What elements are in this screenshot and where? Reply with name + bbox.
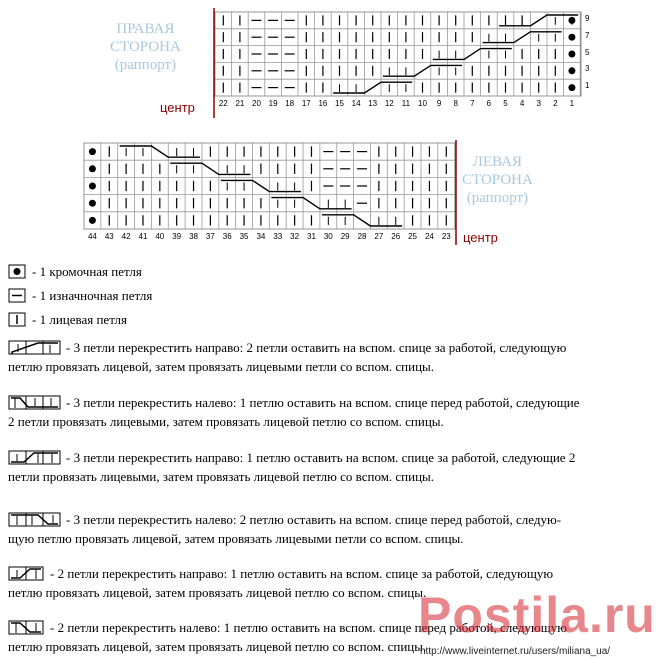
bottom-column-number: 35 [239,232,249,241]
top-center-label: центр [160,100,195,115]
cable-cross-mark [221,180,301,191]
top-side-title [110,20,181,74]
legend-cross-right-1-1-line2: петлю провязать лицевой, затем провязать лицевой петлю со вспом. спицы. [8,585,427,601]
bottom-column-number: 44 [87,232,97,241]
legend-cross-right-1-1-line1: - 2 петли перекрестить направо: 1 петлю оставить на вспом. спице за работой, следующую [50,566,554,582]
bottom-side-title-line3: (раппорт) [466,190,529,206]
top-row-number: 7 [585,30,590,40]
legend-cross-right-2-1-line1: - 3 петли перекрестить направо: 2 петли оставить на вспом. спице за работой, следующую [66,340,567,356]
bottom-column-number: 37 [205,232,215,241]
legend-cross-right-1-2-line1: - 3 петли перекрестить направо: 1 петлю оставить на вспом. спице за работой, следующие 2 [66,450,576,466]
top-column-number: 18 [285,99,295,108]
bottom-column-number: 43 [104,232,114,241]
top-chart-grid [215,12,581,96]
bottom-column-number: 29 [340,232,350,241]
bottom-column-number: 41 [138,232,148,241]
cross-right-1-2-symbol-icon [8,450,62,466]
bottom-column-number: 23 [441,232,451,241]
top-column-number: 7 [470,99,475,108]
top-column-number: 15 [335,99,344,108]
cable-cross-mark [499,15,578,26]
top-column-number: 12 [384,99,394,108]
bottom-side-title [462,153,533,207]
bottom-column-number: 40 [155,232,165,241]
legend-edge-stitch-text: - 1 кромочная петля [32,264,142,280]
top-column-number: 8 [453,99,458,108]
bottom-column-number: 42 [121,232,131,241]
top-column-number: 9 [436,99,442,108]
top-column-number: 11 [401,99,411,108]
bottom-side-title-line2: СТОРОНА [462,172,533,188]
watermark-url: http://www.liveinternet.ru/users/miliana_ua/ [420,646,611,657]
cross-left-1-1-symbol-icon [8,620,46,636]
top-side-title-line3: (раппорт) [114,57,177,73]
top-side-title-line2: СТОРОНА [110,39,181,55]
legend-edge-stitch [8,262,648,281]
bottom-column-number: 27 [374,232,384,241]
edge-stitch-mark [89,200,96,207]
top-column-number: 3 [536,99,541,108]
bottom-column-number: 24 [424,232,434,241]
top-column-number: 4 [519,99,525,108]
bottom-column-number: 31 [307,232,316,241]
cable-cross-mark [120,146,200,157]
top-column-number: 20 [252,99,261,108]
cable-cross-mark [271,198,351,209]
legend-purl [8,286,648,305]
bottom-chart-grid [84,143,455,229]
legend-cross-left-2-1-line1: - 3 петли перекрестить налево: 2 петлю оставить на вспом. спице перед работой, следую- [66,512,562,528]
edge-stitch-mark [568,34,575,41]
edge-stitch-mark [89,165,96,172]
top-row-number: 1 [585,81,590,91]
cable-cross-mark [383,65,462,76]
edge-stitch-mark [89,217,96,224]
legend-purl-text: - 1 изначночная петля [32,288,153,304]
cross-left-2-1-symbol-icon [8,512,62,528]
top-row-number: 9 [585,14,590,23]
top-column-number: 17 [301,99,311,108]
top-row-number: 3 [585,64,590,74]
top-column-number: 19 [268,99,278,108]
edge-stitch-mark [568,67,575,74]
bottom-center-label: центр [463,230,498,245]
legend-cross-left-1-2 [8,393,648,431]
knit-symbol-icon [8,312,28,328]
top-column-number: 1 [569,99,575,108]
bottom-side-title-line1: ЛЕВАЯ [472,154,523,170]
legend-cross-left-1-2-line2: 2 петли провязать лицевыми, затем провязать лицевой петлю со вспом. спицы. [8,414,444,430]
top-row-number: 5 [585,47,590,57]
top-side-title-line1: ПРАВАЯ [116,21,175,37]
legend-cross-right-1-2-line2: петли провязать лицевыми, затем провязать лицевой петлю со вспом. спицы. [8,469,435,485]
legend-knit [8,310,648,329]
edge-stitch-mark [89,148,96,155]
legend-cross-right-2-1 [8,338,648,376]
legend-cross-left-1-1-line1: - 2 петли перекрестить налево: 1 петлю оставить на вспом. спице перед работой, следующую [50,620,567,636]
cable-cross-mark [433,49,512,60]
top-column-number: 16 [318,99,328,108]
top-column-number: 22 [218,99,228,108]
bottom-column-number: 36 [222,232,232,241]
cable-cross-mark [333,82,412,93]
legend-cross-right-1-2 [8,448,648,486]
top-column-number: 14 [351,99,361,108]
cable-cross-mark [483,32,562,43]
bottom-column-number: 33 [273,232,283,241]
bottom-column-number: 28 [357,232,367,241]
bottom-column-number: 39 [172,232,182,241]
watermark-logo: Postila.ru [418,587,656,643]
cross-left-1-2-symbol-icon [8,395,62,411]
purl-symbol-icon [8,288,28,304]
legend-cross-left-2-1 [8,510,648,548]
legend-cross-left-1-2-line1: - 3 петли перекрестить налево: 1 петлю оставить на вспом. спице перед работой, следующие [66,395,580,411]
bottom-column-number: 38 [189,232,198,241]
bottom-column-number: 32 [290,232,300,241]
bottom-column-number: 30 [323,232,333,241]
cross-right-2-1-symbol-icon [8,340,62,356]
top-column-number: 21 [235,99,245,108]
legend-cross-left-1-1-line2: петлю провязать лицевой, затем провязать лицевой петлю со вспом. спицы. [8,639,427,655]
edge-stitch-mark [89,183,96,190]
bottom-column-number: 26 [391,232,401,241]
bottom-column-number: 34 [256,232,266,241]
legend-cross-left-2-1-line2: щую петлю провязать лицевой, затем провязать лицевыми петли со вспом. спицы. [8,531,464,547]
legend-cross-right-2-1-line2: петлю провязать лицевой, затем провязать лицевыми петли со вспом. спицы. [8,359,435,375]
bottom-column-number: 25 [408,232,418,241]
top-column-number: 10 [418,99,427,108]
cross-right-1-1-symbol-icon [8,566,46,582]
cable-cross-mark [322,215,402,226]
top-column-number: 6 [486,99,492,108]
top-column-number: 13 [368,99,378,108]
cable-cross-mark [170,163,250,174]
top-column-number: 2 [553,99,558,108]
legend-knit-text: - 1 лицевая петля [32,312,128,328]
edge-stitch-symbol-icon [8,264,28,280]
top-column-number: 5 [503,99,508,108]
edge-stitch-mark [568,51,575,58]
edge-stitch-mark [568,84,575,91]
